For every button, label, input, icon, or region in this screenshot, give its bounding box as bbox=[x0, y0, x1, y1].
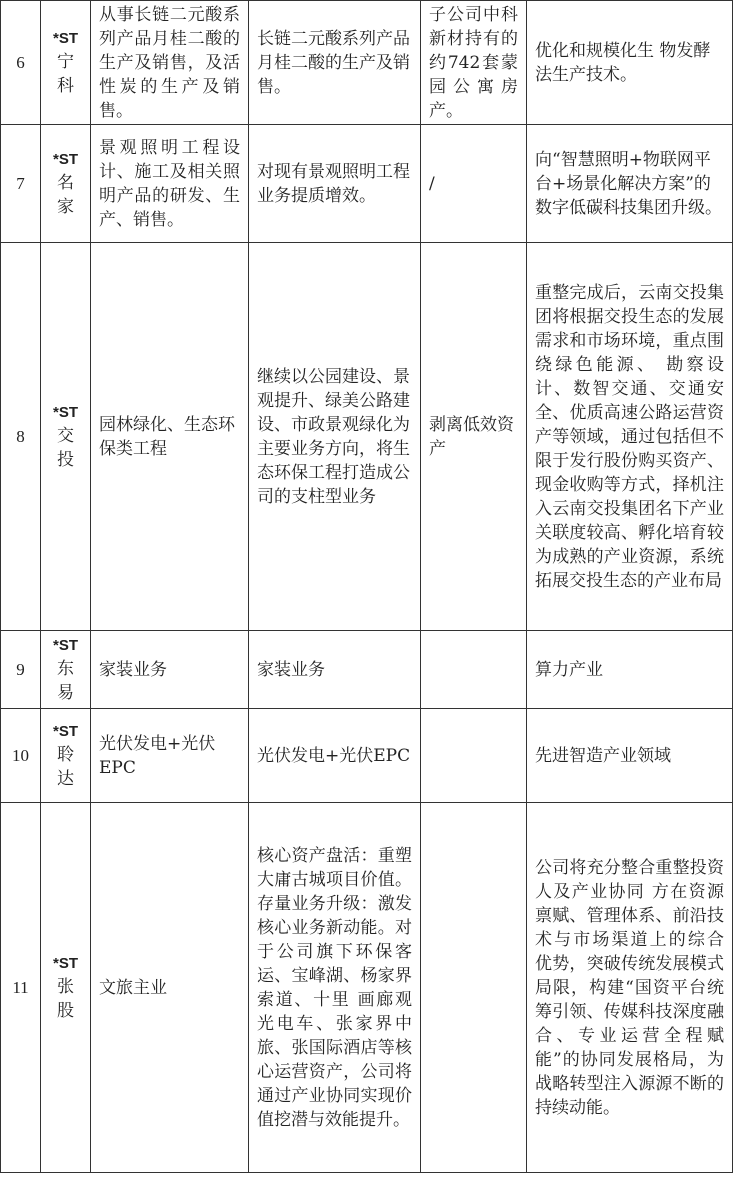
row-number: 6 bbox=[1, 1, 41, 125]
row-number: 9 bbox=[1, 631, 41, 709]
injected-business-cell: 优化和规模化生 物发酵法生产技术。 bbox=[527, 1, 733, 125]
company-name bbox=[41, 803, 91, 1173]
main-business-cell: 从事长链二元酸系列产品月桂二酸的生产及销售，及活性炭的生产及销售。 bbox=[91, 1, 249, 125]
company-name bbox=[41, 1, 91, 125]
kept-business-cell: 长链二元酸系列产品月桂二酸的生产及销售。 bbox=[249, 1, 421, 125]
stripped-assets-cell bbox=[421, 709, 527, 803]
company-char: 股 bbox=[57, 1000, 74, 1021]
table-row bbox=[1, 243, 733, 631]
kept-business-cell: 对现有景观照明工程业务提质增效。 bbox=[249, 125, 421, 243]
kept-business-cell: 光伏发电+光伏EPC bbox=[249, 709, 421, 803]
stripped-assets-cell: 剥离低效资产 bbox=[421, 243, 527, 631]
company-char: 聆 bbox=[57, 744, 74, 765]
st-mark: *ST bbox=[52, 636, 78, 654]
kept-business-cell: 继续以公园建设、景观提升、绿美公路建设、市政景观绿化为主要业务方向，将生态环保工程打造成公司的支柱型业务 bbox=[249, 243, 421, 631]
st-mark: *ST bbox=[52, 403, 78, 421]
stripped-assets-cell bbox=[421, 803, 527, 1173]
st-mark: *ST bbox=[52, 29, 78, 47]
injected-business-cell: 向“智慧照明+物联网平台+场景化解决方案”的数字低碳科技集团升级。 bbox=[527, 125, 733, 243]
injected-business-cell: 算力产业 bbox=[527, 631, 733, 709]
kept-business-cell: 核心资产盘活：重塑大庸古城项目价值。存量业务升级：激发核心业务新动能。对于公司旗下环保客运、宝峰湖、杨家界索道、十里 画廊观光电车、张家界中旅、张国际酒店等核心运营资产，公司将通过产业协同实现价值挖潜与效能提升。 bbox=[249, 803, 421, 1173]
company-char: 易 bbox=[57, 682, 74, 703]
injected-business-cell: 先进智造产业领域 bbox=[527, 709, 733, 803]
company-name bbox=[41, 709, 91, 803]
kept-business-cell: 家装业务 bbox=[249, 631, 421, 709]
company-char: 宁 bbox=[57, 51, 74, 72]
st-mark: *ST bbox=[52, 150, 78, 168]
company-name bbox=[41, 243, 91, 631]
st-mark: *ST bbox=[52, 722, 78, 740]
row-number: 7 bbox=[1, 125, 41, 243]
company-char: 投 bbox=[57, 449, 74, 470]
company-char: 东 bbox=[57, 658, 74, 679]
main-business-cell: 园林绿化、生态环保类工程 bbox=[91, 243, 249, 631]
table-row bbox=[1, 1, 733, 125]
row-number: 10 bbox=[1, 709, 41, 803]
table-row bbox=[1, 631, 733, 709]
row-number: 8 bbox=[1, 243, 41, 631]
main-business-cell: 景观照明工程设计、施工及相关照明产品的研发、生产、销售。 bbox=[91, 125, 249, 243]
company-char: 交 bbox=[57, 425, 74, 446]
stripped-assets-cell: / bbox=[421, 125, 527, 243]
company-char: 达 bbox=[57, 768, 74, 789]
injected-business-cell: 重整完成后，云南交投集团将根据交投生态的发展需求和市场环境，重点围绕绿色能源、 勘察设计、数智交通、交通安全、优质高速公路运营资产等领域，通过包括但不限于发行股份购买资产、现金收购等方式，择机注入云南交投集团名下产业关联度较高、孵化培育较为成熟的产业资源，系统拓展交投生态的产业布局 bbox=[527, 243, 733, 631]
injected-business-cell: 公司将充分整合重整投资人及产业协同 方在资源禀赋、管理体系、前沿技术与市场渠道上的综合 优势，突破传统发展模式局限，构建“国资平台统筹引领、传媒科技深度融合、专业运营全程赋能”的协同发展格局，为战略转型注入源源不断的持续动能。 bbox=[527, 803, 733, 1173]
table-row bbox=[1, 125, 733, 243]
table-row bbox=[1, 803, 733, 1173]
main-business-cell: 文旅主业 bbox=[91, 803, 249, 1173]
st-mark: *ST bbox=[52, 954, 78, 972]
company-char: 科 bbox=[57, 75, 74, 96]
table-row bbox=[1, 709, 733, 803]
stripped-assets-cell: 子公司中科新材持有的约742套蒙园公寓房产。 bbox=[421, 1, 527, 125]
main-business-cell: 家装业务 bbox=[91, 631, 249, 709]
row-number: 11 bbox=[1, 803, 41, 1173]
company-name bbox=[41, 125, 91, 243]
company-char: 家 bbox=[57, 196, 74, 217]
company-char: 张 bbox=[57, 976, 74, 997]
stripped-assets-cell bbox=[421, 631, 527, 709]
company-char: 名 bbox=[57, 172, 74, 193]
main-business-cell: 光伏发电+光伏EPC bbox=[91, 709, 249, 803]
company-name bbox=[41, 631, 91, 709]
